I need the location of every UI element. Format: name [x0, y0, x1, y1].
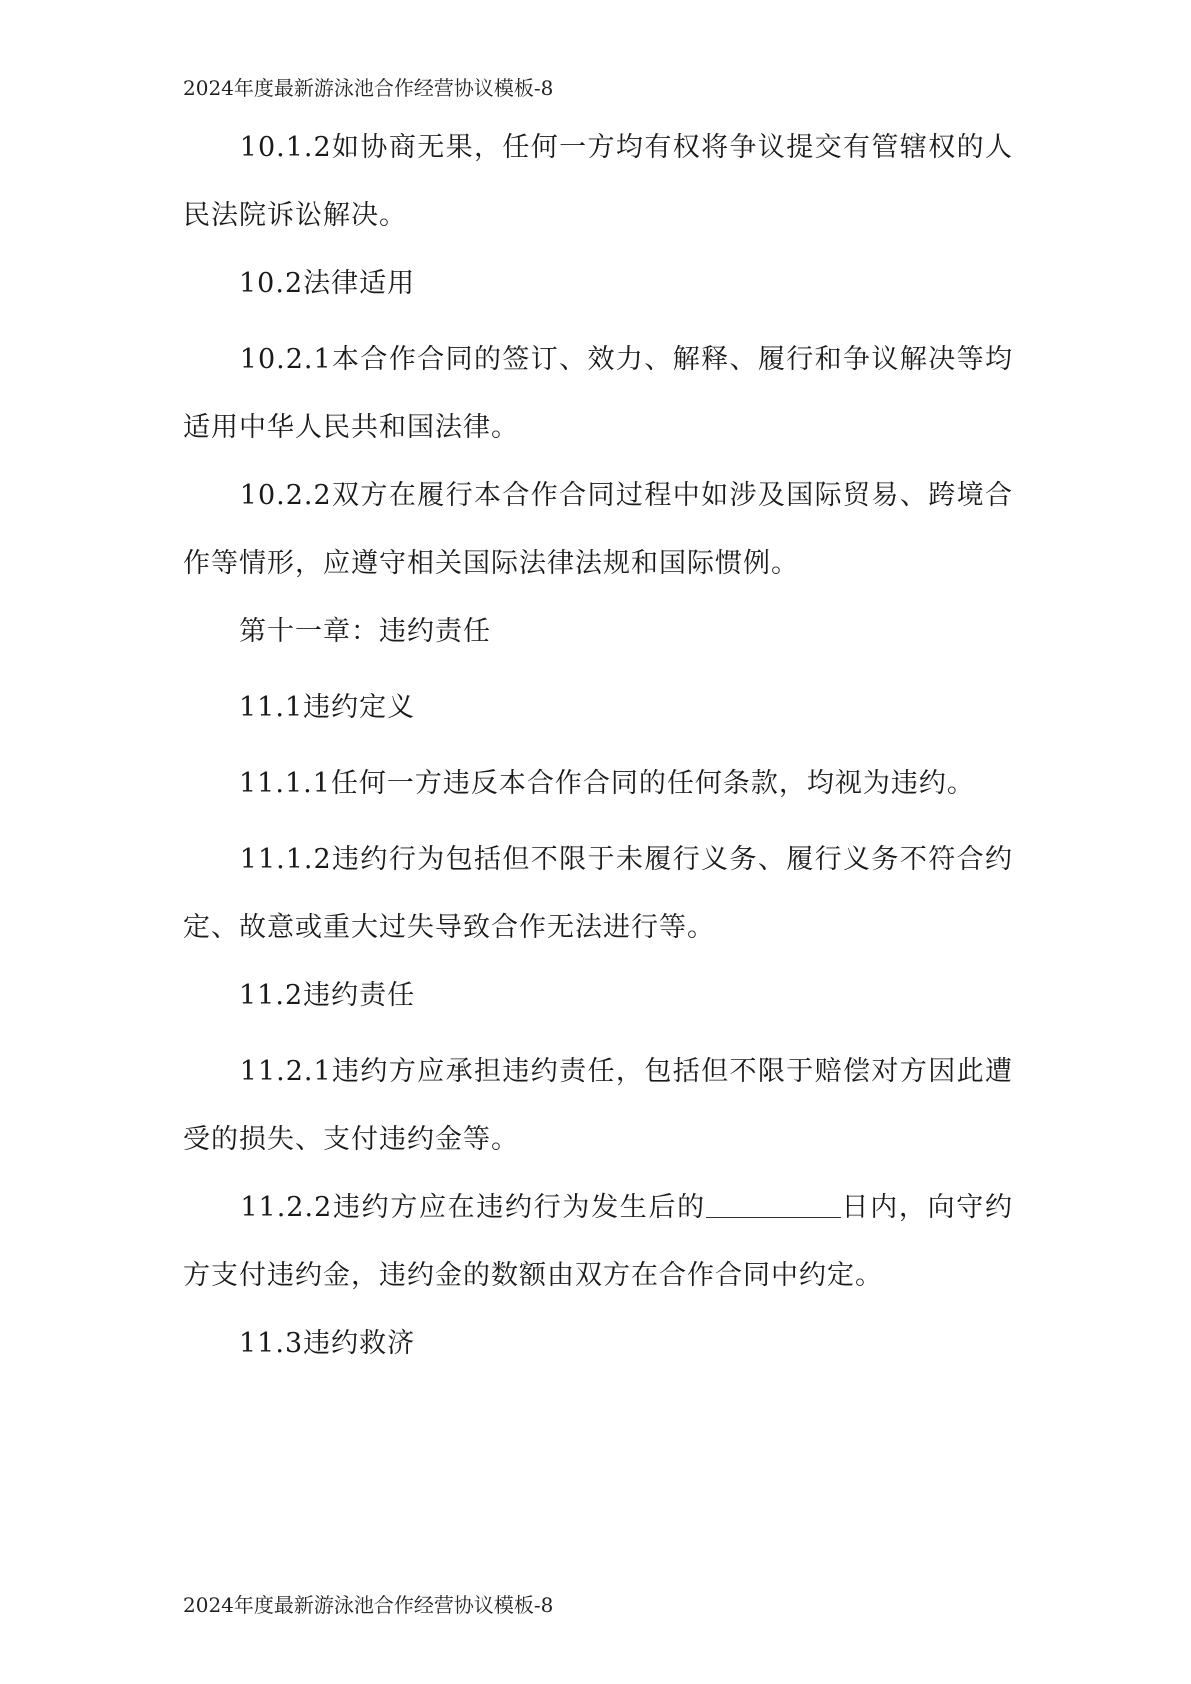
clause-11-2-1: 11.2.1违约方应承担违约责任，包括但不限于赔偿对方因此遭受的损失、支付违约金等。 — [183, 1056, 1013, 1155]
clause-11-1-1: 11.1.1任何一方违反本合作合同的任何条款，均视为违约。 — [183, 768, 975, 799]
page-footer: 2024年度最新游泳池合作经营协议模板-8 — [183, 1593, 554, 1617]
page-header: 2024年度最新游泳池合作经营协议模板-8 — [183, 76, 554, 100]
clause-10-2-2: 10.2.2双方在履行本合作合同过程中如涉及国际贸易、跨境合作等情形，应遵守相关国际法律法规和国际惯例。 — [183, 480, 1013, 579]
clause-10-1-2: 10.1.2如协商无果，任何一方均有权将争议提交有管辖权的人民法院诉讼解决。 — [183, 132, 1013, 231]
section-11-1-heading: 11.1违约定义 — [183, 692, 416, 723]
clause-11-1-2: 11.1.2违约行为包括但不限于未履行义务、履行义务不符合约定、故意或重大过失导致合作无法进行等。 — [183, 844, 1013, 943]
section-11-3-heading: 11.3违约救济 — [183, 1328, 416, 1359]
clause-11-2-2-text-after: 日内，向守约方支付违约金，违约金的数额由双方在合作合同中约定。 — [183, 1192, 1013, 1291]
fill-in-blank-days[interactable] — [706, 1191, 841, 1218]
clause-11-2-2-text-before: 11.2.2违约方应在违约行为发生后的 — [183, 1192, 706, 1223]
chapter-11-heading: 第十一章：违约责任 — [183, 616, 491, 647]
section-11-2-heading: 11.2违约责任 — [183, 980, 416, 1011]
clause-10-2-1: 10.2.1本合作合同的签订、效力、解释、履行和争议解决等均适用中华人民共和国法律。 — [183, 344, 1013, 443]
section-10-2-heading: 10.2法律适用 — [183, 268, 416, 299]
clause-11-2-2 — [183, 1174, 1013, 1310]
